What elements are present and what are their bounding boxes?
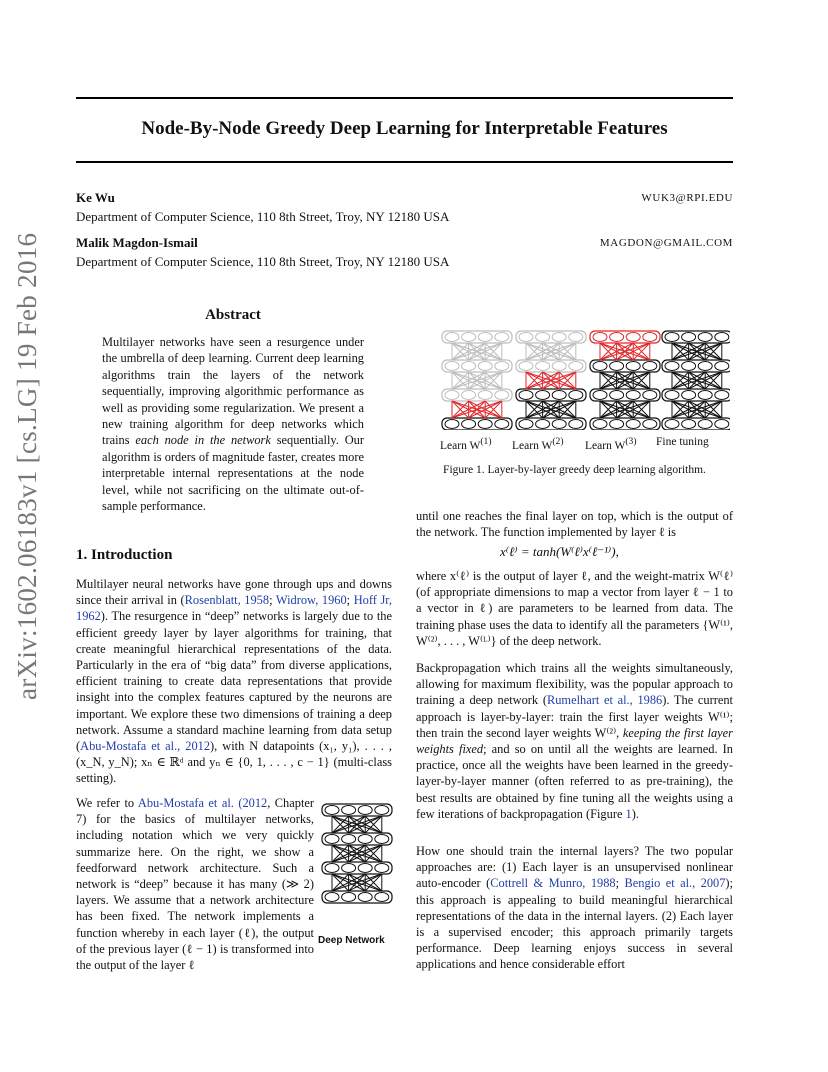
neuron-node [643,362,657,371]
neuron-node [462,362,476,371]
neuron-node [445,391,459,400]
neuron-node [445,362,459,371]
author-name-1: Ke Wu [76,190,115,205]
right-paragraph-1: until one reaches the final layer on top, which is the output of the network. The function implemented by layer ℓ is [416,509,733,540]
citation-link[interactable]: Abu-Mostafa et al. (2012 [137,796,268,810]
neuron-node [698,333,712,342]
neuron-node [593,362,607,371]
neuron-node [569,391,583,400]
neuron-node [665,333,679,342]
deep-network-label: Deep Network [318,935,385,946]
neuron-node [626,420,640,429]
neuron-node [375,893,389,902]
neuron-node [342,893,356,902]
neuron-node [593,420,607,429]
neuron-node [462,333,476,342]
abstract-body: Multilayer networks have seen a resurgence under the umbrella of deep learning. Current deep learning algorithms train the layers of the network sequentially, improving algorithmic performance as well as providing some regularization. We present a new training algorithm for deep networks which trains each node in the network sequentially. Our algorithm is orders of magnitude faster, creates more interpretable internal representations at the node level, while not sacrificing on the ultimate out-of-sample performance. [102,335,364,514]
figure-1-caption: Figure 1. Layer-by-layer greedy deep learning algorithm. [443,464,706,476]
neuron-node [643,391,657,400]
author-name-2: Malik Magdon-Ismail [76,235,198,250]
neuron-node [536,420,550,429]
neuron-node [375,864,389,873]
neuron-node [495,420,509,429]
neuron-node [552,362,566,371]
top-rule [76,97,733,99]
title-bottom-rule [76,161,733,163]
neuron-node [569,362,583,371]
citation-link[interactable]: Rumelhart et al., 1986 [546,693,663,708]
neuron-node [519,391,533,400]
neuron-node [626,391,640,400]
paper-title: Node-By-Node Greedy Deep Learning for Interpretable Features [141,118,668,139]
neuron-node [342,835,356,844]
citation-link[interactable]: Abu-Mostafa et al., 2012 [80,739,211,754]
neuron-node [536,391,550,400]
neuron-node [519,333,533,342]
section-heading-introduction: 1. Introduction [76,547,173,563]
neuron-node [715,420,729,429]
neuron-node [698,391,712,400]
neuron-node [665,420,679,429]
citation-link[interactable]: Bengio et al., 2007 [624,876,726,891]
layer-equation: x⁽ℓ⁾ = tanh(W⁽ℓ⁾x⁽ℓ⁻¹⁾), [500,544,619,559]
neuron-node [610,420,624,429]
author-affiliation-1: Department of Computer Science, 110 8th Street, Troy, NY 12180 USA [76,209,450,224]
neuron-node [358,864,372,873]
neuron-node [325,835,339,844]
neuron-node [552,420,566,429]
neuron-node [610,362,624,371]
citation-link[interactable]: Hoff Jr, 1962 [76,593,392,624]
neuron-node [665,391,679,400]
figure-label-learn-w3: Learn $W^{(3)}$ [585,436,637,452]
neuron-node [495,362,509,371]
neuron-node [495,333,509,342]
neuron-node [478,391,492,400]
neuron-node [358,893,372,902]
abstract-heading: Abstract [205,307,261,323]
neuron-node [462,420,476,429]
author-email-1: WUK3@RPI.EDU [641,192,733,204]
neuron-node [626,333,640,342]
neuron-node [358,806,372,815]
neuron-node [643,333,657,342]
neuron-node [698,362,712,371]
intro-paragraph-1: Multilayer neural networks have gone through ups and downs since their arrival in (Rosenblatt, 1958; Widrow, 1960; Hoff Jr, 1962). The resurgence in “deep” networks is largely due to the efficient greedy layer by layer algorithms for training, that create meaningful hierarchical representations of the data. Particularly in the era of “big data” from diverse applications, efficient training to create data representations that provide insight into the complex features captured by the neurons are important. We explore these two dimensions of training a deep network. Assume a standard machine learning from data setup (Abu-Mostafa et al., 2012), with N datapoints (x₁, y₁), . . . , (x_N, y_N); xₙ ∈ ℝᵈ and yₙ ∈ {0, 1, . . . , c − 1} (multi-class setting). [76,577,392,786]
neuron-node [342,806,356,815]
neuron-node [342,864,356,873]
figure-1-diagram [440,325,730,430]
neuron-node [478,420,492,429]
neuron-node [536,362,550,371]
neuron-node [682,420,696,429]
neuron-node [626,362,640,371]
figure-ref-link[interactable]: 1 [625,806,632,821]
neuron-node [445,420,459,429]
neuron-node [643,420,657,429]
neuron-node [325,864,339,873]
neuron-node [325,893,339,902]
neuron-node [715,391,729,400]
neuron-node [682,333,696,342]
neuron-node [358,835,372,844]
neuron-node [462,391,476,400]
neuron-node [478,362,492,371]
neuron-node [375,806,389,815]
right-paragraph-2: where x⁽ℓ⁾ is the output of layer ℓ, and the weight-matrix W⁽ℓ⁾ (of appropriate dimensions to map a vector from layer ℓ − 1 to a vector in ℓ) are parameters to be learned from data. The training phase uses the data to identify all the parameters {W⁽¹⁾, W⁽²⁾, . . . , W⁽ᴸ⁾} of the deep network. [416,569,733,648]
neuron-node [569,420,583,429]
author-email-2: MAGDON@GMAIL.COM [599,237,733,249]
figure-label-learn-w1: Learn $W^{(1)}$ [440,436,492,452]
neuron-node [375,835,389,844]
figure-label-fine-tuning: Fine tuning [656,436,709,448]
neuron-node [325,806,339,815]
neuron-node [593,333,607,342]
neuron-node [715,362,729,371]
neuron-node [519,420,533,429]
neuron-node [445,333,459,342]
neuron-node [495,391,509,400]
arxiv-stamp: arXiv:1602.06183v1 [cs.LG] 19 Feb 2016 [12,232,42,700]
neuron-node [610,391,624,400]
neuron-node [519,362,533,371]
neuron-node [682,362,696,371]
author-affiliation-2: Department of Computer Science, 110 8th Street, Troy, NY 12180 USA [76,254,450,269]
citation-link[interactable]: Rosenblatt, 1958 [184,593,270,608]
neuron-node [536,333,550,342]
right-paragraph-4: How one should train the internal layers? The two popular approaches are: (1) Each layer is an unsupervised nonlinear auto-encoder (Cottrell & Munro, 1988; Bengio et al., 2007); this approach is appealing to build meaningful hierarchical representations of the data in the internal layers. (2) Each layer is a supervised encoder; this approach primarily targets performance. Deep learning enjoys success in several applications and hence considerable effort [416,844,733,972]
neuron-node [552,391,566,400]
neuron-node [478,333,492,342]
neuron-node [552,333,566,342]
neuron-node [610,333,624,342]
neuron-node [698,420,712,429]
citation-link[interactable]: Cottrell & Munro, 1988 [490,876,616,891]
deep-network-diagram [318,798,398,933]
neuron-node [682,391,696,400]
figure-label-learn-w2: Learn $W^{(2)}$ [512,436,564,452]
citation-link[interactable]: Widrow, 1960 [275,593,347,608]
intro-paragraph-2: We refer to Abu-Mostafa et al. (2012, Chapter 7) for the basics of multilayer networks, including notation which we very quickly summarize here. On the right, we show a feedforward network architecture. Such a network is “deep” because it has many (≫ 2) layers. We assume that a network architecture has been fixed. The network implements a function whereby in each layer (ℓ), the output of the previous layer (ℓ − 1) is transformed into the output of the layer ℓ [76,795,392,973]
neuron-node [665,362,679,371]
neuron-node [593,391,607,400]
neuron-node [569,333,583,342]
neuron-node [715,333,729,342]
right-paragraph-3: Backpropagation which trains all the weights simultaneously, allowing for maximum flexibility, was the popular approach to training a deep network (Rumelhart et al., 1986). The current approach is layer-by-layer: train the first layer weights W⁽¹⁾; then train the second layer weights W⁽²⁾, keeping the first layer weights fixed; and so on until all the weights are learned. In practice, once all the weights have been learned in the greedy-layer-by-layer manner (often referred to as pre-training), the best results are obtained by fine tuning all the weights using a few iterations of backpropagation (Figure 1). [416,661,733,821]
